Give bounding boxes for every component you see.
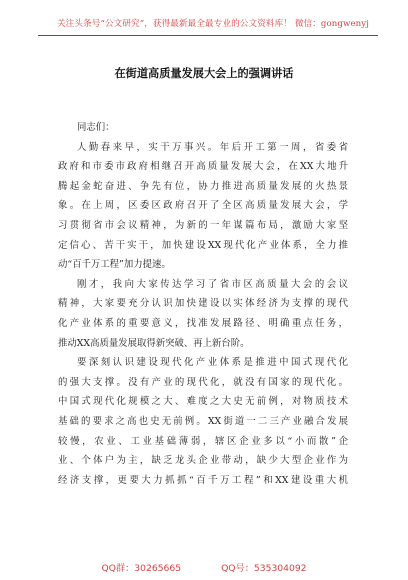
body-line: 动“百千万工程”加力提速。 — [58, 259, 171, 271]
footer-qq: QQ号：535304092 — [221, 563, 307, 574]
body-line: 经济支撑，更要大力抓抓“百千万工程”和XX建设重大机 — [58, 474, 348, 486]
body-line: 象。在上周，区委区政府召开了全区高质量发展大会，学 — [58, 200, 348, 212]
body-text — [58, 138, 348, 491]
body-line: 定信心、苦干实干，加快建设XX现代化产业体系，全力推 — [58, 239, 348, 251]
body-line: 业、个体户为主，缺乏龙头企业带动，缺少大型企业作为 — [58, 455, 348, 467]
body-line: 刚才，我向大家传达学习了省市区高质量大会的会议 — [77, 278, 348, 290]
body-line: 的强大支撑。没有产业的现代化，就没有国家的现代化。 — [58, 376, 348, 388]
body-line: 人勤春来早，实干万事兴。年后开工第一周，省委省 — [77, 141, 348, 153]
body-line: 精神，大家要充分认识加快建设以实体经济为支撑的现代 — [58, 298, 348, 310]
body-line: 中国式现代化规模之大、难度之大史无前例，对物质技术 — [58, 396, 348, 408]
document-body — [58, 118, 348, 490]
body-line: 政府和市委市政府相继召开高质量发展大会，在XX大地升 — [58, 161, 348, 173]
body-line: 基础的要求之高也史无前例。XX街道一二三产业融合发展 — [58, 415, 348, 427]
greeting: 同志们： — [77, 122, 115, 133]
body-line: 腾起金蛇奋进、争先有位，协力推进高质量发展的火热景 — [58, 180, 348, 192]
footer-qq-group: QQ群：30265665 — [101, 563, 182, 574]
greeting-paragraph — [58, 118, 348, 138]
footer-contact — [0, 560, 408, 574]
body-line: 推动XX高质量发展取得新突破、再上新台阶。 — [58, 337, 250, 349]
body-line: 较慢，农业、工业基础薄弱，辖区企业多以“小而散”企 — [58, 435, 348, 447]
body-line: 要深刻认识建设现代化产业体系是推进中国式现代化 — [77, 357, 348, 369]
body-line: 化产业体系的重要意义，找准发展路径、明确重点任务， — [58, 317, 348, 329]
body-line: 习贯彻省市会议精神，为新的一年谋篇布局，激励大家坚 — [58, 219, 348, 231]
header-promo-note: 关注头条号“公文研究”，获得最新最全最专业的公文资料库！ 微信：gongwenyj — [56, 19, 370, 29]
document-title: 在街道高质量发展大会上的强调讲话 — [114, 66, 294, 80]
header-divider — [38, 35, 378, 36]
